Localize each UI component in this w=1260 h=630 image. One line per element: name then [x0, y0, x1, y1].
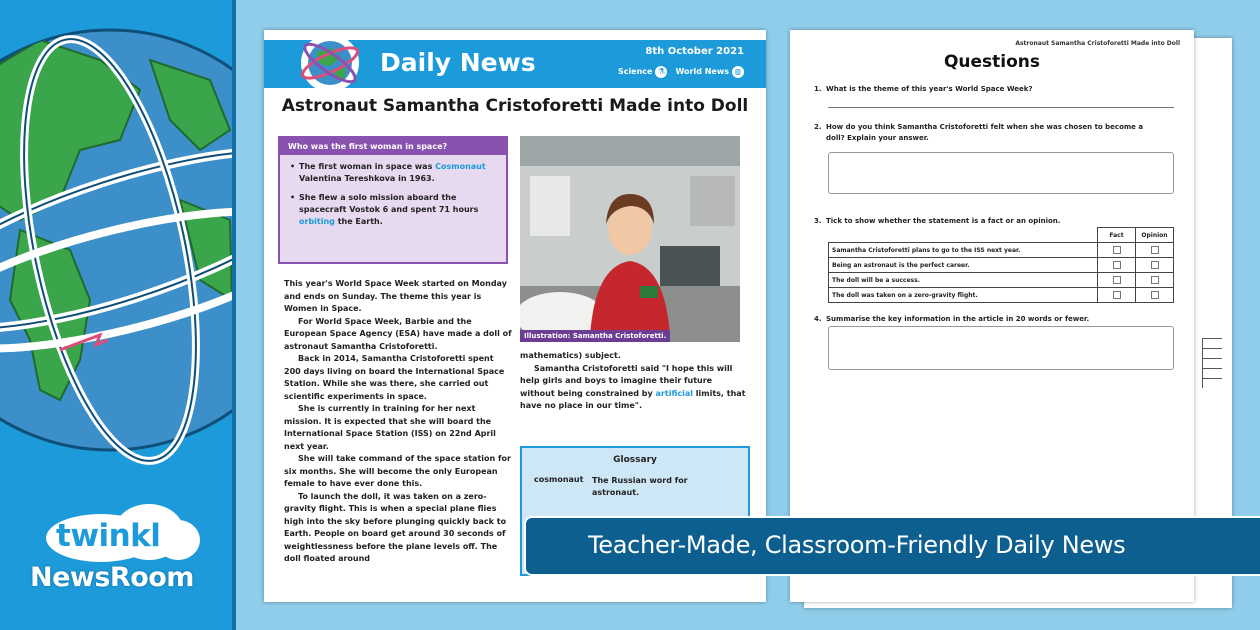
glossary-term: cosmonaut — [534, 475, 584, 484]
fact-checkbox[interactable] — [1113, 276, 1121, 284]
panel-divider — [232, 0, 236, 630]
worksheet-header: Astronaut Samantha Cristoforetti Made into Doll — [1015, 40, 1180, 47]
article-left-column — [284, 278, 512, 566]
answer-box[interactable] — [828, 326, 1174, 370]
photo-caption: Illustration: Samantha Cristoforetti. — [520, 330, 670, 342]
article-paragraph: Back in 2014, Samantha Cristoforetti spent 200 days living on board the International Space Station. While she was there, she carried out scientific experiments in space. — [284, 354, 505, 401]
newspaper-globe-logo — [290, 32, 370, 94]
column-header-opinion: Opinion — [1136, 228, 1174, 243]
statement-text: The doll will be a success. — [829, 273, 1098, 288]
banner-text: Teacher-Made, Classroom-Friendly Daily News — [588, 531, 1126, 559]
article-paragraph: For World Space Week, Barbie and the European Space Agency (ESA) have made a doll of astronaut Samantha Cristoforetti. — [284, 316, 512, 351]
statement-text: Being an astronaut is the perfect career. — [829, 258, 1098, 273]
question-2: 2. How do you think Samantha Cristoforetti felt when she was chosen to become a doll? Explain your answer. — [814, 123, 1144, 142]
questions-title: Questions — [943, 52, 1041, 72]
article-headline: Astronaut Samantha Cristoforetti Made into Doll — [281, 96, 749, 116]
glossary-definition: The Russian word for astronaut. — [592, 476, 688, 497]
glossary-title: Glossary — [613, 455, 657, 465]
category-science: Science ⚗ — [618, 66, 668, 78]
glossary-entry — [522, 475, 748, 499]
statement-text: Samantha Cristoforetti plans to go to the ISS next year. — [829, 243, 1098, 258]
astronaut-illustration — [520, 136, 740, 342]
opinion-checkbox[interactable] — [1151, 276, 1159, 284]
fact-bullet: • She flew a solo mission aboard the spacecraft Vostok 6 and spent 71 hours orbiting the Earth. — [290, 192, 498, 228]
brand-panel — [0, 0, 232, 630]
fact-checkbox[interactable] — [1113, 291, 1121, 299]
twinkl-newsroom-logo — [26, 510, 216, 610]
issue-date: 8th October 2021 — [645, 46, 744, 57]
fact-checkbox[interactable] — [1113, 261, 1121, 269]
question-3: 3. Tick to show whether the statement is a fact or an opinion. — [814, 217, 1061, 225]
opinion-checkbox[interactable] — [1151, 261, 1159, 269]
article-paragraph: She is currently in training for her next mission. It is expected that she will board the International Space Station (ISS) on 22nd April next year. — [284, 404, 496, 451]
logo-newsroom-text: NewsRoom — [30, 562, 194, 593]
opinion-checkbox[interactable] — [1151, 291, 1159, 299]
article-paragraph: This year's World Space Week started on Monday and ends on Sunday. The theme this year is Women in Space. — [284, 279, 507, 313]
fact-box-heading: Who was the first woman in space? — [280, 138, 506, 155]
flask-icon: ⚗ — [655, 66, 667, 78]
glossary-keyword: Cosmonaut — [435, 162, 486, 171]
question-1: 1. What is the theme of this year's World Space Week? — [814, 85, 1033, 93]
newspaper-title: Daily News — [380, 48, 536, 77]
article-right-column — [520, 350, 748, 413]
category-list — [618, 66, 744, 78]
fact-bullet: • The first woman in space was Cosmonaut Valentina Tereshkova in 1963. — [290, 161, 498, 185]
table-row — [829, 273, 1174, 288]
glossary-keyword: orbiting — [299, 217, 335, 226]
table-row — [829, 243, 1174, 258]
glossary-keyword: artificial — [655, 388, 693, 398]
answer-line[interactable] — [828, 107, 1174, 108]
category-world-news: World News ◍ — [675, 66, 744, 78]
statement-text: The doll was taken on a zero-gravity flight. — [829, 288, 1098, 303]
promo-banner — [524, 516, 1260, 576]
article-paragraph: To launch the doll, it was taken on a zero-gravity flight. This is when a special plane flies high into the sky before plunging quickly back to Earth. People on board get around 30 seconds of weightlessness before the plane levels off. The doll floated around — [284, 491, 507, 563]
fact-opinion-table — [828, 227, 1174, 303]
question-4: 4. Summarise the key information in the article in 20 words or fewer. — [814, 315, 1090, 323]
answer-box[interactable] — [828, 152, 1174, 194]
column-header-fact: Fact — [1098, 228, 1136, 243]
article-paragraph: She will take command of the space station for six months. She will become the only European female to have ever done this. — [284, 454, 511, 488]
article-paragraph: mathematics) subject. — [520, 351, 621, 360]
table-row — [829, 288, 1174, 303]
table-row — [829, 258, 1174, 273]
fact-checkbox[interactable] — [1113, 246, 1121, 254]
article-quote: Samantha Cristoforetti said "I hope this will help girls and boys to imagine their future without being constrained by artificial limits, that have no place in our time". — [520, 363, 746, 410]
globe-icon: ◍ — [732, 66, 744, 78]
opinion-checkbox[interactable] — [1151, 246, 1159, 254]
fact-box — [278, 136, 508, 264]
logo-twinkl-text: twinkl — [56, 518, 161, 554]
